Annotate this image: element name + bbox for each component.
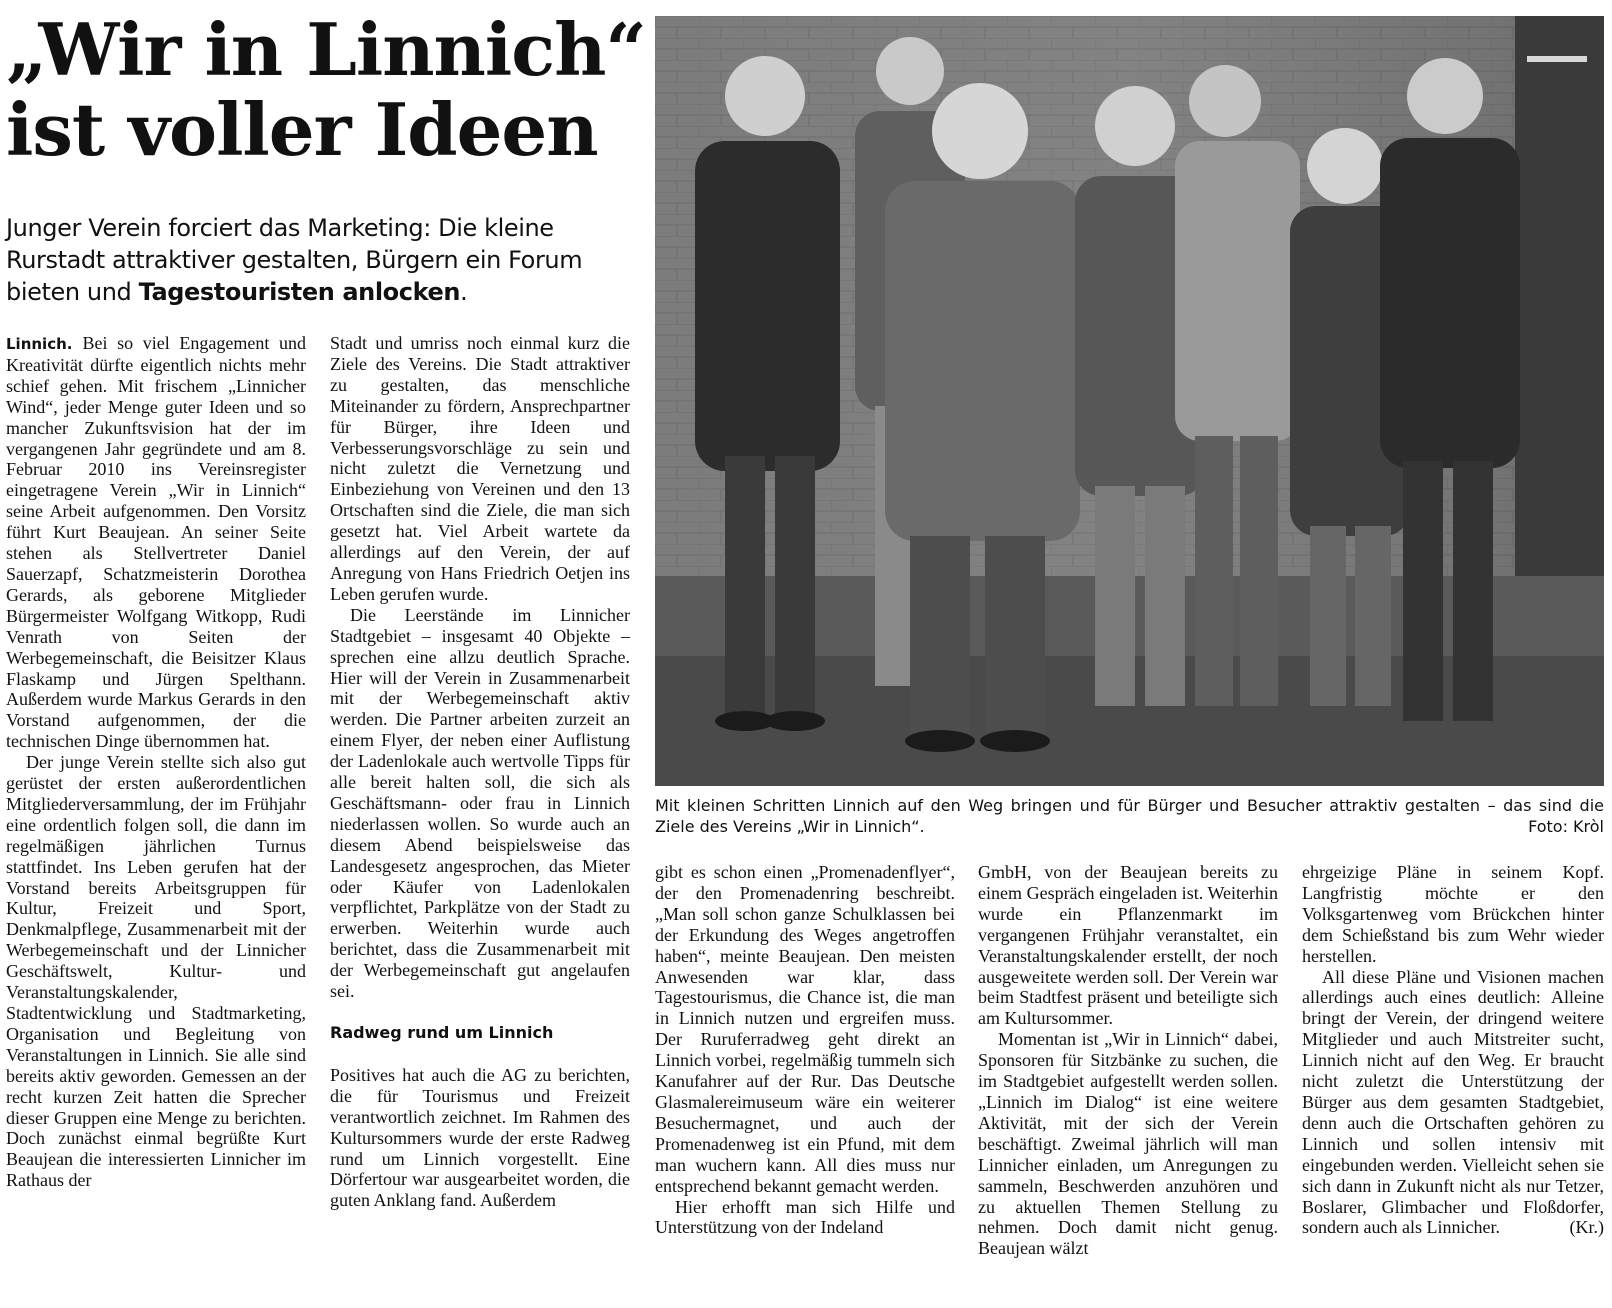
headline: [6, 7, 646, 172]
article-paragraph: gibt es schon einen „Promenadenflyer“, der den Promenadenring beschreibt. „Man soll schon ganze Schulklassen bei der Erkundung des Weges angetroffen haben“, meinte Beaujean. Den meisten Anwesenden war klar, dass Tagestourismus, die Chance ist, die man in Linnich nutzen und ergreifen muss. Der Ruruferradweg geht direkt an Linnich vorbei, regelmäßig tummeln sich Kanufahrer auf der Rur. Das Deutsche Glasmalereimuseum wäre ein weiterer Besuchermagnet, und auch der Promenadenweg ist ein Pfund, mit dem man wuchern kann. All dies muss nur entsprechend bekannt gemacht werden.: [655, 862, 955, 1196]
article-paragraph: [1302, 967, 1604, 1239]
group-photo: [655, 16, 1604, 786]
article-paragraph-text: All diese Pläne und Visionen machen allerdings auch eines deutlich: Alleine bringt der Verein, der dringend weitere Mitglieder und auch Mitstreiter sucht, Linnich nicht auf den Weg. Er braucht nicht zuletzt die Unterstützung der Bürger aus dem gesamten Stadtgebiet, denn auch die Ortschaften gehören zu Linnich und sollen intensiv mit eingebunden werden. Vielleicht sehen sie sich dann in Zukunft nicht als nur Tetzer, Boslarer, Glimbacher und Floßdorfer, sondern auch als Linnicher.: [1302, 966, 1604, 1238]
article-paragraph: Der junge Verein stellte sich also gut gerüstet der ersten außerordentlichen Mitgliederversammlung, der im Frühjahr eine ordentlich folgen soll, die dann im regelmäßigen jährlichen Turnus stattfindet. Ins Leben gerufen hat der Vorstand bereits Arbeitsgruppen für Kultur, Freizeit und Sport, Denkmalpflege, Zusammenarbeit mit der Werbegemeinschaft und der Linnicher Geschäftswelt, Kultur- und Veranstaltungskalender, Stadtentwicklung und Stadtmarketing, Organisation und Begleitung von Veranstaltungen in Linnich. Sie alle sind bereits aktiv geworden. Gemessen an der recht kurzen Zeit hatten die Sprecher dieser Gruppen eine Menge zu berichten. Doch zunächst einmal begrüßte Kurt Beaujean die interessierten Linnicher im Rathaus der: [6, 752, 306, 1191]
article-paragraph: Die Leerstände im Linnicher Stadtgebiet – insgesamt 40 Objekte – sprechen eine allzu deutlich Sprache. Hier will der Verein in Zusammenarbeit mit der Werbegemeinschaft aktiv werden. Die Partner arbeiten zurzeit an einem Flyer, der neben einer Auflistung der Ladenlokale auch wertvolle Tipps für alle bereit halten soll, die sich als Geschäftsmann- oder frau in Linnich niederlassen wollen. So wurde auch an diesem Abend beispielsweise das Landesgesetz angesprochen, das Mieter oder Käufer von Ladenlokalen verpflichtet, Parkplätze von der Stadt zu erwerben. Weiterhin wurde auch berichtet, dass die Zusammenarbeit mit der Werbegemeinschaft gut angelaufen sei.: [330, 604, 630, 1002]
article-paragraph: [6, 333, 306, 752]
subheadline-text: Junger Verein forciert das Marketing: Die kleine Rurstadt attraktiver gestalten, Bürgern ein Forum bieten und: [6, 214, 583, 306]
group-photo-illustration: [655, 16, 1604, 786]
article-column-5: [1302, 862, 1604, 1238]
subheadline-end: .: [460, 278, 468, 306]
headline-line-2: ist voller Ideen: [6, 87, 598, 172]
article-column-1: [6, 333, 306, 1191]
article-paragraph: Momentan ist „Wir in Linnich“ dabei, Sponsoren für Sitzbänke zu suchen, die im Stadtgebiet aufgestellt werden sollen. „Linnich im Dialog“ ist eine weitere Aktivität, mit der sich der Verein beschäftigt. Zweimal jährlich will man Linnicher einladen, um Anregungen zu sammeln, Beschwerden anzuhören und zu aktuellen Themen Stellung zu nehmen. Doch damit nicht genug. Beaujean wälzt: [978, 1029, 1278, 1259]
headline-line-1: „Wir in Linnich“: [6, 7, 646, 92]
article-paragraph-text: Bei so viel Engagement und Kreativität dürfte eigentlich nichts mehr schief gehen. Mit frischem „Linnicher Wind“, jeder Menge guter Ideen und so mancher Zukunftsvision hat der im vergangenen Jahr gegründete und am 8. Februar 2010 ins Vereinsregister eingetragene Verein „Wir in Linnich“ seine Arbeit aufgenommen. Den Vorsitz führt Kurt Beaujean. An seiner Seite stehen als Stellvertreter Daniel Sauerzapf, Schatzmeisterin Dorothea Gerards, als geborene Mitglieder Bürgermeister Wolfgang Witkopp, Rudi Venrath von Seiten der Werbegemeinschaft, die Beisitzer Klaus Flaskamp und Jürgen Spelthann. Außerdem wurde Markus Gerards in den Vorstand aufgenommen, der die technischen Dinge übernommen hat.: [6, 333, 306, 752]
article-paragraph: ehrgeizige Pläne in seinem Kopf. Langfristig möchte er den Volksgartenweg vom Brückchen hinter dem Schießstand bis zum Wehr wieder herstellen.: [1302, 862, 1604, 966]
article-paragraph: Positives hat auch die AG zu berichten, die für Tourismus und Freizeit verantwortlich zeichnet. Im Rahmen des Kultursommers wurde der erste Radweg rund um Linnich vorgestellt. Eine Dörfertour war ausgearbeitet worden, die guten Anklang fand. Außerdem: [330, 1064, 630, 1211]
photo-caption: Mit kleinen Schritten Linnich auf den Weg bringen und für Bürger und Besucher attraktiv gestalten – das sind die Ziele des Vereins „Wir in Linnich“.: [655, 796, 1604, 836]
photo-credit: Foto: Kròl: [1528, 817, 1604, 836]
author-signature: (Kr.): [1569, 1217, 1604, 1238]
article-paragraph: Hier erhofft man sich Hilfe und Unterstützung von der Indeland: [655, 1196, 955, 1238]
subheadline-emphasis: Tagestouristen anlocken: [138, 278, 461, 306]
article-paragraph: GmbH, von der Beaujean bereits zu einem Gespräch eingeladen ist. Weiterhin wurde ein Pflanzenmarkt im vergangenen Frühjahr veranstaltet, ein Veranstaltungskalender erstellt, der noch ausgeweitete werden soll. Der Verein war beim Stadtfest präsent und beteiligte sich am Kultursommer.: [978, 862, 1278, 1029]
article-column-2: [330, 333, 630, 1211]
article-paragraph: Stadt und umriss noch einmal kurz die Ziele des Vereins. Die Stadt attraktiver zu gestalten, das menschliche Miteinander zu fördern, Ansprechpartner für Bürger, ihre Ideen und Verbesserungsvorschläge zu sein und nicht zuletzt die Vernetzung und Einbeziehung von Vereinen und den 13 Ortschaften sind die Ziele, die man sich gesetzt hat. Viel Arbeit wartete da allerdings auf den Verein, der auf Anregung von Hans Friedrich Oetjen ins Leben gerufen wurde.: [330, 333, 630, 604]
article-subheading: Radweg rund um Linnich: [330, 1023, 554, 1042]
subheadline: [6, 212, 646, 308]
article-column-3: [655, 862, 955, 1238]
dateline: Linnich.: [6, 335, 73, 353]
article-column-4: [978, 862, 1278, 1259]
